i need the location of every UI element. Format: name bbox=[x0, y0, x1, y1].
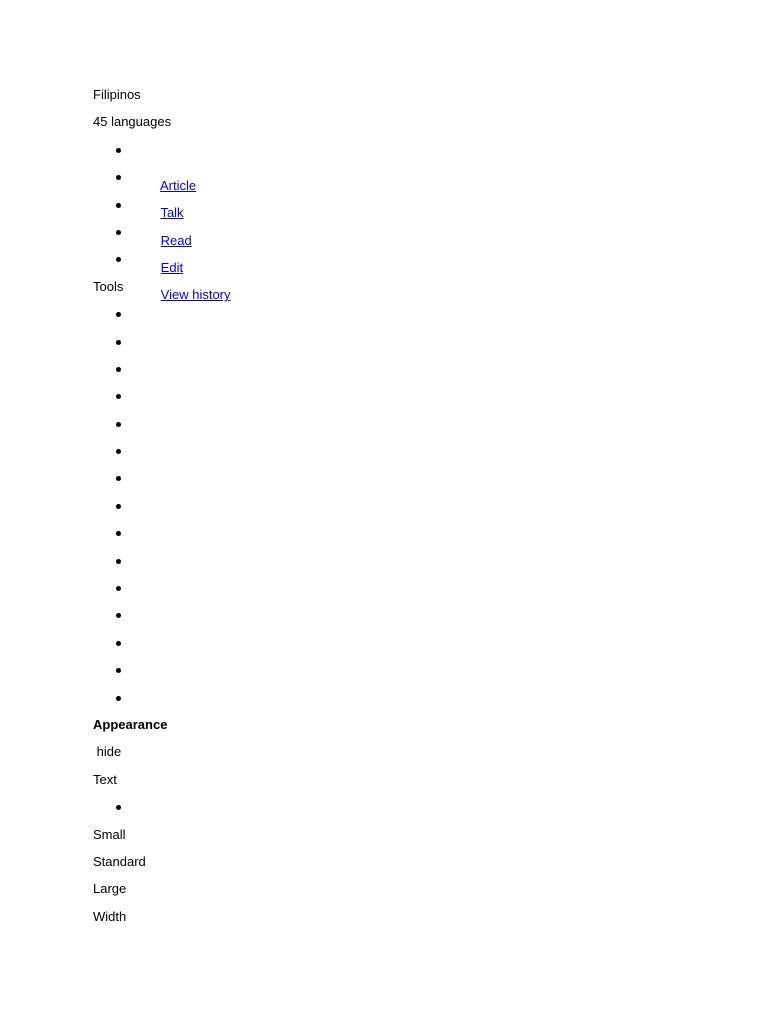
bullet-icon bbox=[116, 531, 121, 536]
width-label: Width bbox=[93, 908, 127, 924]
tools-list-item bbox=[93, 442, 693, 469]
tools-list-item bbox=[93, 689, 693, 716]
edit-link[interactable]: Edit bbox=[160, 259, 184, 275]
tools-list-item bbox=[93, 579, 693, 606]
tools-list-item bbox=[93, 305, 693, 332]
read-link[interactable]: Read bbox=[160, 232, 192, 248]
bullet-icon bbox=[116, 367, 121, 372]
nav-item-read bbox=[93, 196, 693, 248]
language-count[interactable]: 45 languages bbox=[93, 114, 172, 130]
bullet-icon bbox=[116, 613, 121, 618]
tools-list-item bbox=[93, 552, 693, 579]
bullet-icon bbox=[116, 559, 121, 564]
tools-list-item bbox=[93, 497, 693, 524]
bullet-icon bbox=[116, 394, 121, 399]
nav-item-edit bbox=[93, 223, 693, 275]
bullet-icon bbox=[116, 340, 121, 345]
article-link[interactable]: Article bbox=[159, 177, 197, 193]
bullet-icon bbox=[116, 586, 121, 591]
bullet-icon bbox=[116, 696, 121, 701]
tools-list bbox=[93, 305, 693, 716]
bullet-icon bbox=[116, 230, 121, 235]
text-size-standard-option[interactable]: Standard bbox=[93, 853, 146, 869]
text-size-large-option[interactable]: Large bbox=[93, 881, 127, 897]
tools-list-item bbox=[93, 360, 693, 387]
bullet-icon bbox=[116, 504, 121, 509]
bullet-icon bbox=[116, 668, 121, 673]
tools-label[interactable]: Tools bbox=[93, 278, 124, 294]
bullet-icon bbox=[116, 148, 121, 153]
view-history-link[interactable]: View history bbox=[160, 287, 231, 303]
page-content bbox=[93, 86, 693, 935]
hide-button[interactable]: hide bbox=[93, 744, 122, 760]
tools-list-item bbox=[93, 415, 693, 442]
tools-list-item bbox=[93, 469, 693, 496]
text-size-small-option[interactable]: Small bbox=[93, 826, 126, 842]
bullet-icon bbox=[116, 641, 121, 646]
tools-list-item bbox=[93, 387, 693, 414]
bullet-icon bbox=[116, 312, 121, 317]
talk-link[interactable]: Talk bbox=[160, 205, 184, 221]
bullet-icon bbox=[116, 422, 121, 427]
tools-list-item bbox=[93, 333, 693, 360]
bullet-icon bbox=[116, 449, 121, 454]
text-label: Text bbox=[93, 771, 117, 787]
bullet-icon bbox=[116, 257, 121, 262]
tools-list-item bbox=[93, 524, 693, 551]
tools-list-item bbox=[93, 606, 693, 633]
nav-item-talk bbox=[93, 168, 693, 221]
bullet-icon bbox=[116, 476, 121, 481]
nav-item-article bbox=[93, 141, 693, 193]
bullet-icon bbox=[116, 175, 121, 180]
appearance-heading: Appearance bbox=[93, 716, 168, 732]
bullet-icon bbox=[116, 805, 121, 810]
page-title: Filipinos bbox=[93, 87, 141, 102]
text-options-item bbox=[93, 798, 693, 825]
tools-list-item bbox=[93, 661, 693, 688]
text-options-list bbox=[93, 798, 693, 825]
bullet-icon bbox=[116, 203, 121, 208]
tools-list-item bbox=[93, 634, 693, 661]
